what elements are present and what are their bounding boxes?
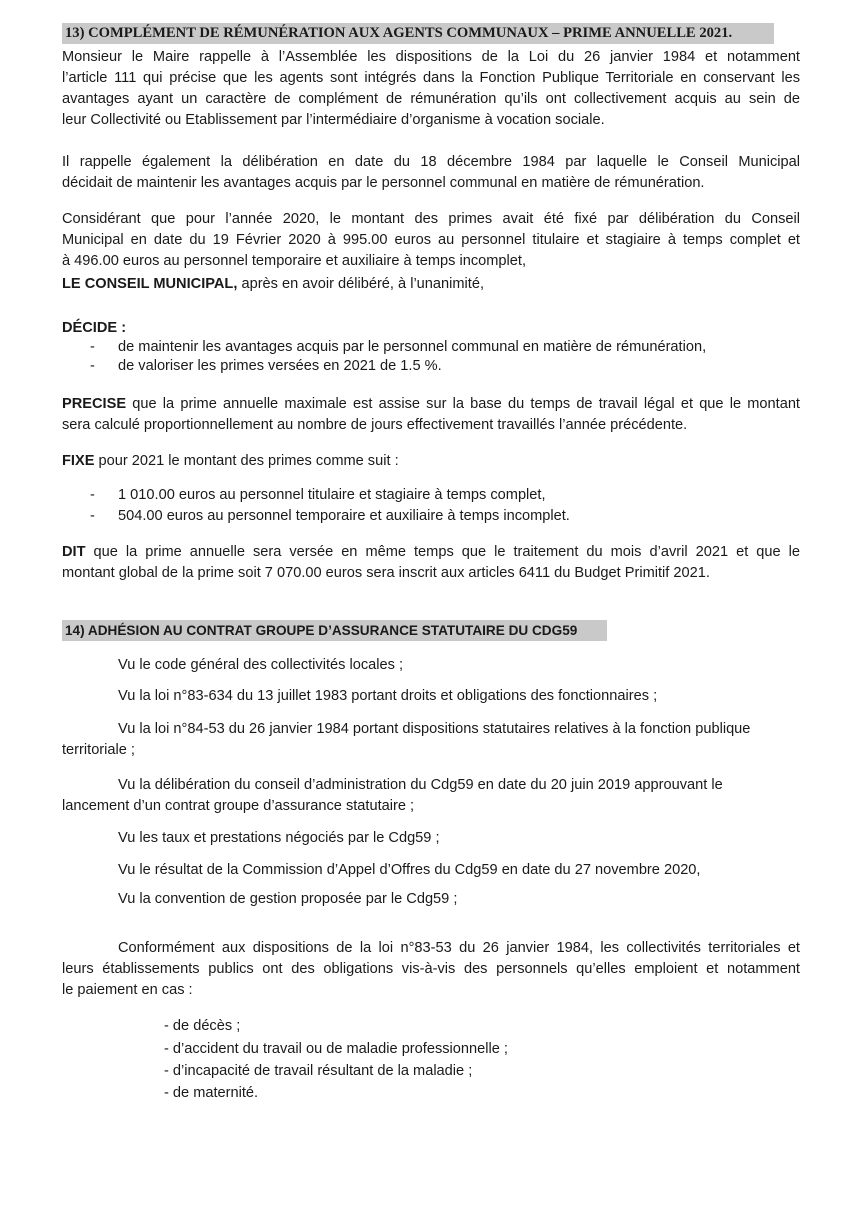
- council-text: après en avoir délibéré, à l’unanimité,: [237, 276, 485, 292]
- vu-line: territoriale ;: [62, 742, 135, 758]
- vu-line: Vu le résultat de la Commission d’Appel d’Offres du Cdg59 en date du 27 novembre 2020,: [118, 862, 701, 878]
- bullet-dash: -: [90, 508, 95, 524]
- text-line: Monsieur le Maire rappelle à l’Assemblée les dispositions de la Loi du 26 janvier 1984 et notamment: [62, 49, 800, 65]
- dit-text: que la prime annuelle sera versée en même temps que le traitement du mois d’avril 2021 et que le: [85, 544, 800, 560]
- bullet-dash: -: [90, 487, 95, 503]
- vu-line: Vu le code général des collectivités locales ;: [118, 657, 404, 673]
- text-line: le paiement en cas :: [62, 982, 193, 998]
- dit-label: DIT: [62, 544, 86, 560]
- precise-text: que la prime annuelle maximale est assise sur la base du temps de travail légal et que le montant: [126, 396, 800, 412]
- text-line: [62, 542, 800, 563]
- fixe-text: pour 2021 le montant des primes comme suit :: [94, 453, 399, 469]
- text-line: Il rappelle également la délibération en date du 18 décembre 1984 par laquelle le Conseil Municipal: [62, 154, 800, 170]
- vu-line: Vu la délibération du conseil d’administration du Cdg59 en date du 20 juin 2019 approuvant le: [118, 777, 723, 793]
- council-label: LE CONSEIL MUNICIPAL,: [62, 276, 238, 292]
- text-line: l’article 111 qui précise que les agents sont intégrés dans la Fonction Publique Territoriale en conservant les: [62, 70, 800, 86]
- section-13-paragraph-3: [62, 209, 800, 272]
- precise-paragraph: [62, 394, 800, 436]
- decide-item: de valoriser les primes versées en 2021 de 1.5 %.: [118, 358, 442, 374]
- decide-label-text: DÉCIDE :: [62, 320, 127, 336]
- vu-line: Vu la loi n°83-634 du 13 juillet 1983 portant droits et obligations des fonctionnaires ;: [118, 688, 658, 704]
- section-13-paragraph-2: [62, 152, 800, 194]
- text-line: décidait de maintenir les avantages acquis par le personnel communal en matière de rémunération.: [62, 175, 705, 191]
- text-line: Considérant que pour l’année 2020, le montant des primes avait été fixé par délibération du Conseil: [62, 211, 800, 227]
- case-item: - d’incapacité de travail résultant de la maladie ;: [164, 1063, 473, 1079]
- text-line: à 496.00 euros au personnel temporaire et auxiliaire à temps incomplet,: [62, 253, 527, 269]
- text-line: leurs établissements publics ont des obligations vis-à-vis des personnels qu’elles emploient et notamment: [62, 961, 800, 977]
- text-line: Conformément aux dispositions de la loi n°83-53 du 26 janvier 1984, les collectivités territoriales et: [118, 940, 800, 956]
- case-item: - de maternité.: [164, 1085, 259, 1101]
- text-line: Municipal en date du 19 Février 2020 à 995.00 euros au personnel titulaire et stagiaire à temps complet et: [62, 232, 800, 248]
- fixe-item: 1 010.00 euros au personnel titulaire et stagiaire à temps complet,: [118, 487, 546, 503]
- text-line: avantages ayant un caractère de complément de rémunération qu’ils ont collectivement acquis au sein de: [62, 91, 800, 107]
- decide-label: [62, 318, 800, 339]
- section-13-paragraph-1: [62, 47, 800, 131]
- text-line: [62, 394, 800, 415]
- section-13-heading: 13) COMPLÉMENT DE RÉMUNÉRATION AUX AGENTS COMMUNAUX – PRIME ANNUELLE 2021.: [62, 23, 774, 44]
- text-line: sera calculé proportionnellement au nombre de jours effectivement travaillés l’année précédente.: [62, 417, 688, 433]
- dit-paragraph: [62, 542, 800, 584]
- fixe-line: [62, 451, 800, 472]
- vu-line: Vu les taux et prestations négociés par le Cdg59 ;: [118, 830, 440, 846]
- bullet-dash: -: [90, 358, 95, 374]
- fixe-item: 504.00 euros au personnel temporaire et auxiliaire à temps incomplet.: [118, 508, 570, 524]
- conformement-paragraph: [62, 938, 800, 1001]
- vu-line: Vu la convention de gestion proposée par le Cdg59 ;: [118, 891, 458, 907]
- fixe-label: FIXE: [62, 453, 95, 469]
- vu-line: lancement d’un contrat groupe d’assurance statutaire ;: [62, 798, 415, 814]
- case-item: - de décès ;: [164, 1018, 241, 1034]
- text-line: leur Collectivité ou Etablissement par l’intermédiaire d’organisme à vocation sociale.: [62, 112, 605, 128]
- decide-item: de maintenir les avantages acquis par le personnel communal en matière de rémunération,: [118, 339, 707, 355]
- council-line: [62, 274, 800, 295]
- text-line: montant global de la prime soit 7 070.00 euros sera inscrit aux articles 6411 du Budget Primitif 2021.: [62, 565, 710, 581]
- precise-label: PRECISE: [62, 396, 127, 412]
- bullet-dash: -: [90, 339, 95, 355]
- case-item: - d’accident du travail ou de maladie professionnelle ;: [164, 1041, 508, 1057]
- vu-line: Vu la loi n°84-53 du 26 janvier 1984 portant dispositions statutaires relatives à la fonction publique: [118, 721, 751, 737]
- section-14-heading: 14) ADHÉSION AU CONTRAT GROUPE D’ASSURANCE STATUTAIRE DU CDG59: [62, 620, 607, 641]
